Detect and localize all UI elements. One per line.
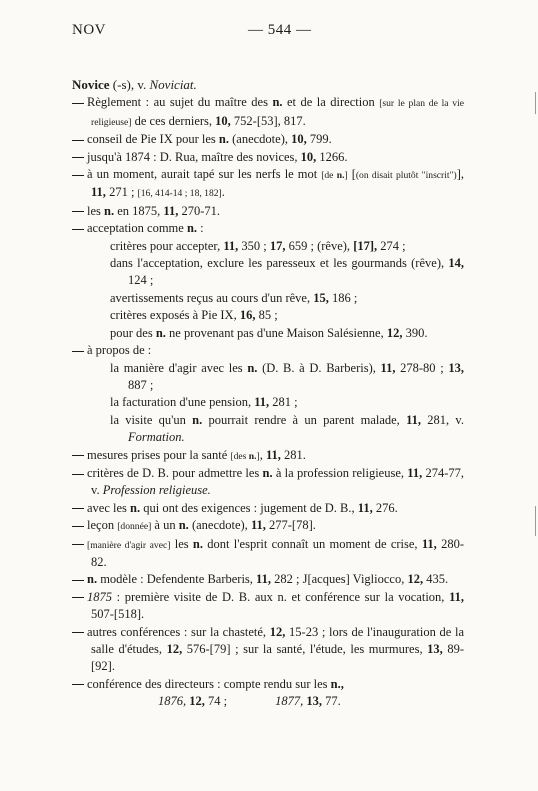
abbr: n. [336,170,345,182]
dash-mark [72,571,87,588]
dash-mark [72,149,87,166]
text: pour des [110,325,156,340]
volume-number: 11, [163,203,179,218]
text: 186 ; [328,290,358,305]
abbr: n. [218,132,229,147]
sub-item [72,307,464,324]
text: critères pour accepter, [110,238,224,253]
editorial-note: ] [344,170,348,182]
text: les [170,536,193,551]
abbr: n. [192,536,203,551]
list-item [72,517,464,535]
text: (D. B. à D. Barberis), [257,360,381,375]
page-ref: 752-[53], 817. [230,113,306,128]
text: à un moment, aurait tapé sur les nerfs le mot [87,167,322,182]
index-column [72,76,464,711]
text: autres conférences : sur la chasteté, [87,624,270,639]
text: 15-23 ; lors de l'inauguration de la salle d'études, [91,624,464,656]
volume-number: 11, [223,238,239,253]
abbr: n. [186,221,198,236]
volume-number: 11, [449,589,464,604]
text: dans l'acceptation, exclure les paresseux et les gourmands (rêve), [110,256,449,271]
editorial-note: [16, 414-14 ; 18, 182] [137,188,222,200]
editorial-note: [donnée] [117,521,152,533]
volume-number: 11, [265,447,281,462]
list-item [72,149,464,166]
sub-item [72,412,464,447]
text: ne provenant pas d'une Maison Salésienne, [165,325,387,340]
volume-number: 11, [421,536,437,551]
text: conseil de Pie IX pour les [87,132,219,147]
volume-number: 11, [91,185,106,200]
date-line [72,693,464,710]
text: 85 ; [255,308,278,323]
text: : [197,221,204,236]
list-item [72,94,464,131]
list-item [72,447,464,465]
text: conférence des directeurs : compte rendu sur les [87,676,331,691]
dash-mark [72,342,87,359]
volume-number: 12, [166,642,183,656]
abbr: n. [130,500,141,515]
dash-mark [72,536,87,553]
page-ref: 435. [423,572,449,587]
volume-number: 11, [357,500,373,515]
text: à un [151,518,179,533]
volume-number: 11, [254,395,270,410]
volume-number: 11, [406,412,422,427]
page-ref: 281. [280,447,306,462]
editorial-note: ] [256,450,260,462]
dash-mark [72,500,87,517]
list-item [72,342,464,359]
dash-mark [72,624,87,641]
volume-number: 11, [250,518,266,533]
text: 124 ; [128,273,154,288]
text: avec les [87,500,131,515]
page-ref: 271 ; [105,185,138,200]
text: [ [347,167,356,182]
page-ref: 1266. [316,149,348,164]
volume-number: 10, [300,149,317,164]
text: à propos de : [87,343,152,358]
sub-item [72,360,464,395]
text: , [259,447,266,462]
dash-mark [72,517,87,534]
running-head: NOV [72,22,106,38]
text: la facturation d'une pension, [110,395,255,410]
list-item [72,500,464,517]
sub-item [72,325,464,342]
sub-item [72,255,464,290]
text: les [87,203,105,218]
list-item [72,166,464,203]
volume-number: 12, [386,325,403,340]
year: 1876, [158,694,187,709]
page-number: — 544 — [248,22,312,38]
volume-number: 13, [306,694,322,709]
text: acceptation comme [87,221,187,236]
dash-mark [72,447,87,464]
text: mesures prises pour la santé [87,447,231,462]
cross-reference: Noviciat. [149,77,197,92]
sub-item [72,238,464,255]
volume-number: 11, [407,465,423,480]
volume-number: 17, [269,238,286,253]
text: 576-[79] ; sur la santé, l'étude, les murmures, [182,642,428,656]
text: 659 ; (rêve), [285,238,354,253]
text: (anecdote), [188,518,251,533]
year: 1875 [87,589,112,604]
text: et de la direction [282,95,380,110]
text: critères exposés à Pie IX, [110,308,240,323]
dash-mark [72,94,87,111]
page-ref: 74 ; [204,694,228,709]
text: dont l'esprit connaît un moment de crise, [203,536,422,551]
text: de ces derniers, [131,113,216,128]
editorial-note: [manière d'agir avec] [87,539,171,551]
page-ref: 507-[518]. [91,607,145,622]
volume-number: 13, [448,360,464,375]
text: : première visite de D. B. aux n. et conférence sur la vocation, [112,589,450,604]
list-item [72,676,464,693]
dash-mark [72,676,87,693]
abbr: n. [178,518,189,533]
page-ref: 77. [321,694,341,709]
dash-mark [72,203,87,220]
text: 390. [402,325,428,340]
dash-mark [72,589,87,606]
volume-number: 12, [269,624,286,639]
volume-number: [17], [353,238,378,253]
plural-marker: (-s), [112,77,135,92]
volume-number: 10, [291,132,307,147]
dash-mark [72,220,87,237]
text: qui ont des exigences : jugement de D. B., [140,500,358,515]
page-ref: 280-82. [91,536,465,569]
abbr: n., [330,676,344,691]
sub-item [72,290,464,307]
text: 274-77, v. [91,465,464,498]
scan-edge-mark [535,92,536,114]
text: 281, v. [421,412,464,427]
text: 282 ; J[acques] Viglioccо, [270,572,408,587]
abbr: n. [262,465,273,480]
volume-number: 10, [215,113,231,128]
abbr: n. [87,572,98,587]
text: jusqu'à 1874 : D. Rua, maître des novices, [87,149,301,164]
page-ref: 89-[92]. [91,642,464,674]
page-ref: 276. [372,500,398,515]
editorial-note: [sur le plan de la vie religieuse] [91,98,464,128]
list-item [72,203,464,220]
scan-edge-mark [535,506,536,536]
text: 281 ; [269,395,298,410]
list-item [72,220,464,237]
entry-headword [72,76,464,93]
dash-mark [72,465,87,482]
volume-number: 13, [427,642,443,656]
sub-item [72,394,464,411]
volume-number: 12, [189,694,205,709]
page-ref: 277-[78]. [265,518,316,533]
volume-number: 12, [407,572,424,587]
text: avertissements reçus au cours d'un rêve, [110,290,314,305]
headword: Novice [72,77,110,92]
editorial-note: [de [321,170,337,182]
list-item [72,465,464,500]
dash-mark [72,131,87,148]
list-item [72,589,464,624]
editorial-note: [des [230,450,249,462]
cross-reference: Profession religieuse. [102,483,211,498]
abbr: n. [192,412,203,427]
editorial-note: (on disait plutôt "inscrit") [355,170,457,182]
abbr: n. [247,360,258,375]
page-ref: 270-71. [178,203,221,218]
year: 1877, [275,694,304,709]
text: 278-80 ; [395,360,449,375]
dash-mark [72,166,87,183]
cross-reference: Formation. [128,430,185,445]
text: 350 ; [238,238,270,253]
volume-number: 14, [448,256,464,271]
text: . [221,185,225,200]
text: leçon [87,518,118,533]
page-ref: 799. [306,132,332,147]
text: Règlement : au sujet du maître des [87,95,273,110]
list-item [72,624,464,676]
abbr: n. [155,325,166,340]
text: 887 ; [128,377,154,392]
text: ], [456,167,464,182]
volume-number: 15, [313,290,329,305]
text: critères de D. B. pour admettre les [87,465,263,480]
list-item [72,536,464,572]
list-item [72,131,464,148]
text: à la profession religieuse, [272,465,408,480]
volume-number: 11, [380,360,396,375]
text: (anecdote), [229,132,292,147]
volume-number: 16, [239,308,256,323]
text: la visite qu'un [110,412,193,427]
text: en 1875, [114,203,164,218]
text: pourrait rendre à un parent malade, [202,412,407,427]
volume-number: 11, [256,572,271,587]
abbr: n. [104,203,115,218]
abbr: n. [272,95,283,110]
text: modèle : Defendente Barberis, [97,572,257,587]
abbr: n. [248,450,257,462]
see-marker: v. [137,77,147,92]
text: 274 ; [377,238,406,253]
text: la manière d'agir avec les [110,360,248,375]
list-item [72,571,464,588]
